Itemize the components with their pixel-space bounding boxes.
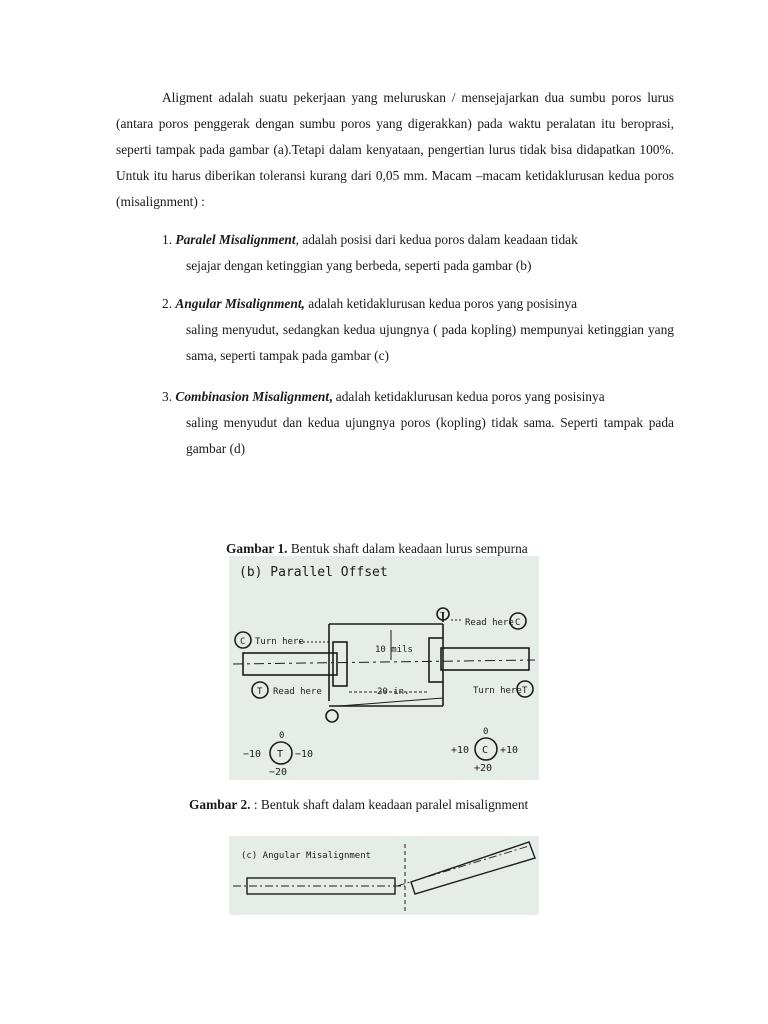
dial-t-left: −10	[243, 749, 262, 760]
list-item-1-head	[162, 227, 674, 253]
dial-t-right: −10	[295, 749, 314, 760]
figure-title: (b) Parallel Offset	[239, 565, 388, 580]
list-item-1	[162, 227, 674, 279]
intro-paragraph	[116, 85, 674, 215]
left-coupling	[333, 642, 347, 686]
list-term-sep: ,	[329, 389, 333, 404]
inches-label: 20-in.	[377, 687, 410, 697]
list-item-2-head	[162, 291, 674, 317]
list-number: 3.	[162, 389, 173, 404]
caption-gambar-2	[189, 796, 528, 814]
intro-text: Aligment adalah suatu pekerjaan yang meluruskan / mensejajarkan dua sumbu poros lurus (antara poros penggerak dengan sumbu poros yang digerakkan) pada waktu peralatan itu beroprasi, seperti tampak pada gambar (a).Tetapi dalam kenyataan, pengertian lurus tidak bisa didapatkan 100%. Untuk itu harus diberikan toleransi kurang dari 0,05 mm. Macam –macam ketidaklurusan kedua poros (misalignment) :	[116, 90, 674, 209]
right-shaft	[441, 648, 529, 670]
caption-label: Gambar 1.	[226, 541, 288, 556]
c-label: C	[515, 618, 521, 628]
figure-title: (c) Angular Misalignment	[241, 851, 372, 861]
dial-c-top: 0	[483, 727, 489, 737]
dial-t-top: 0	[279, 731, 285, 741]
list-text-first: adalah ketidaklurusan kedua poros yang posisinya	[304, 296, 578, 311]
list-term-sep: ,	[295, 232, 299, 247]
dial-c-center: C	[482, 745, 489, 756]
list-term: Paralel Misalignment	[175, 232, 296, 247]
parallel-offset-diagram	[229, 556, 539, 780]
bracket-slant	[339, 698, 443, 706]
list-text-rest: saling menyudut, sedangkan kedua ujungnya ( pada kopling) mempunyai ketinggian yang sama, seperti tampak pada gambar (c)	[186, 322, 674, 363]
caption-label: Gambar 2.	[189, 797, 251, 812]
list-text-rest: sejajar dengan ketinggian yang berbeda, seperti pada gambar (b)	[186, 258, 532, 273]
figure-parallel-offset	[229, 556, 539, 780]
list-item-3	[162, 384, 674, 462]
centerline	[233, 660, 535, 664]
caption-text: Bentuk shaft dalam keadaan lurus sempurna	[287, 541, 528, 556]
dial-top-t-label: T	[440, 611, 445, 620]
list-term: Angular Misalignment,	[175, 296, 305, 311]
dial-t-bottom: −20	[269, 767, 288, 778]
list-text-first: adalah ketidaklurusan kedua poros yang posisinya	[332, 389, 605, 404]
list-item-2	[162, 291, 674, 369]
dial-c-right: +10	[500, 745, 519, 756]
list-text-first: adalah posisi dari kedua poros dalam keadaan tidak	[298, 232, 578, 247]
angular-misalignment-diagram	[229, 836, 539, 915]
read-here-top-label: Read here	[465, 618, 514, 628]
t-label: T	[522, 686, 528, 696]
read-here-left-label: Read here	[273, 687, 322, 697]
dial-t-center: T	[277, 749, 284, 760]
c-label: C	[240, 637, 246, 647]
caption-text: : Bentuk shaft dalam keadaan paralel misalignment	[250, 797, 529, 812]
list-term: Combinasion Misalignment	[175, 389, 330, 404]
list-number: 1.	[162, 232, 173, 247]
dial-c-left: +10	[451, 745, 470, 756]
list-number: 2.	[162, 296, 173, 311]
dial-c-bottom: +20	[474, 763, 493, 774]
t-label: T	[257, 687, 263, 697]
list-text-rest: saling menyudut dan kedua ujungnya poros (kopling) tidak sama. Seperti tampak pada gambar (d)	[186, 415, 674, 456]
figure-angular-misalignment	[229, 836, 539, 915]
list-item-3-head	[162, 384, 674, 410]
dial-bottom-t	[326, 710, 338, 722]
turn-here-right-label: Turn here	[473, 686, 522, 696]
turn-here-left-label: Turn here	[255, 637, 304, 647]
mils-label: 10 mils	[375, 645, 413, 655]
